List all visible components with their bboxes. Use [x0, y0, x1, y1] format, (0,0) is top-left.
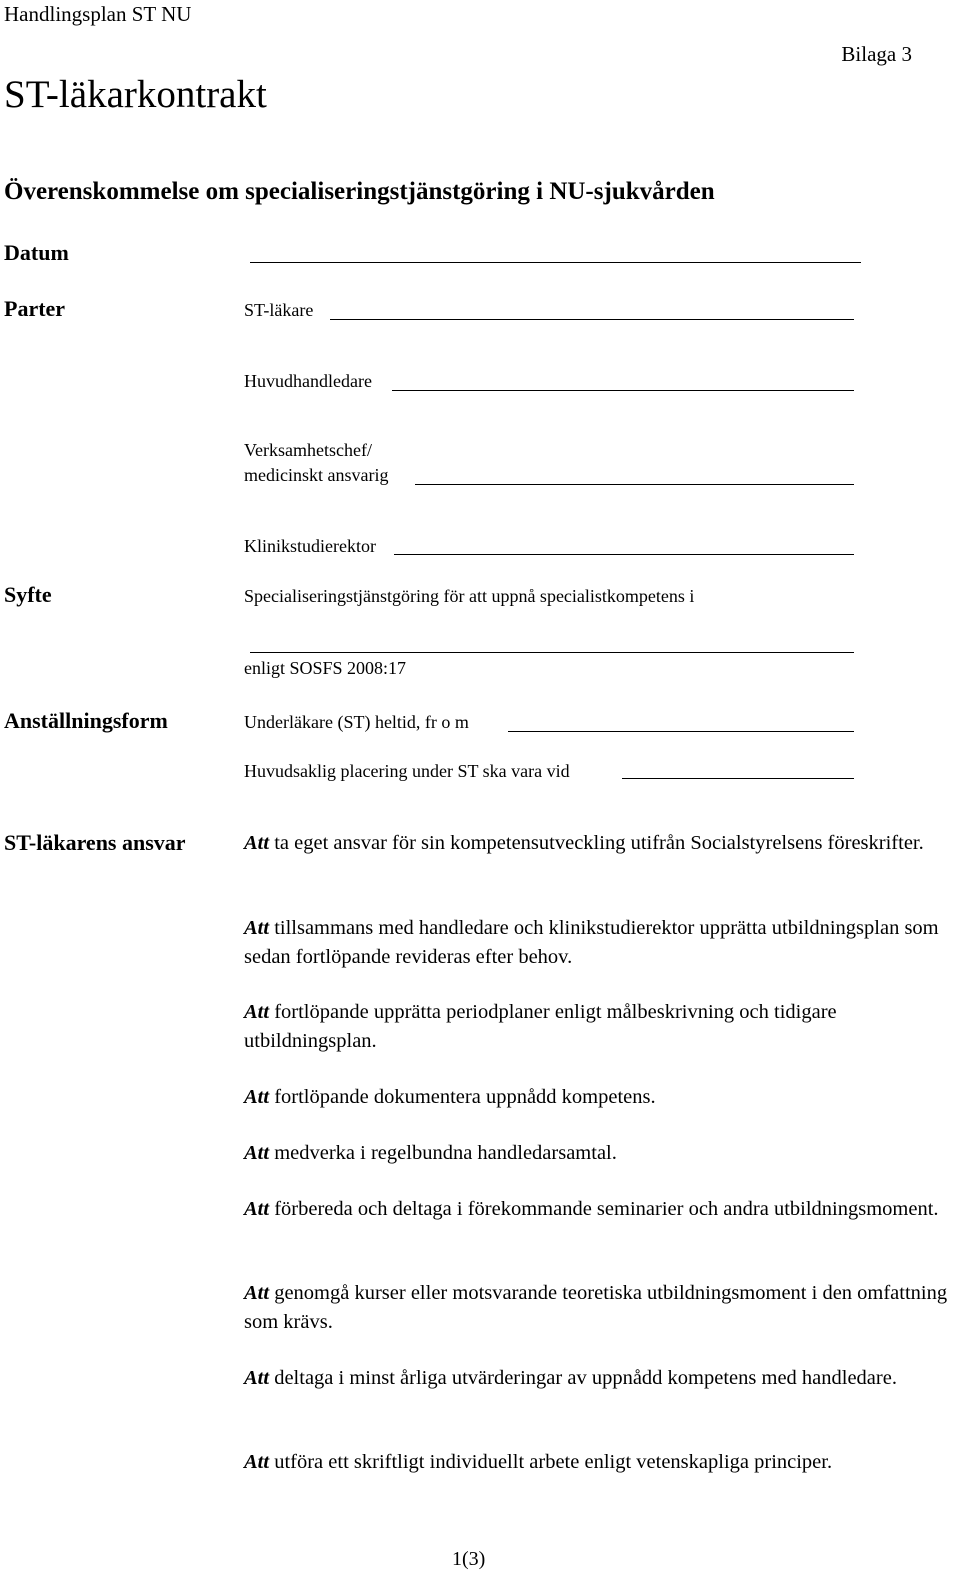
ansvar-item: Att ta eget ansvar för sin kompetensutveckling utifrån Socialstyrelsens föreskrifter. [244, 832, 924, 854]
klinikstudierektor-label: Klinikstudierektor [244, 536, 376, 556]
page-number: 1(3) [452, 1548, 486, 1570]
syfte-text-line2: enligt SOSFS 2008:17 [244, 658, 407, 678]
attachment-label: Bilaga 3 [841, 42, 912, 66]
verksamhetschef-label-line1: Verksamhetschef/ [244, 440, 372, 460]
verksamhetschef-field-line[interactable] [415, 484, 854, 485]
ansvar-item: Att förbereda och deltaga i förekommande seminarier och andra utbildningsmoment. [244, 1198, 939, 1220]
page-title: ST-läkarkontrakt [4, 73, 267, 116]
start-date-field-line[interactable] [508, 731, 854, 732]
st-lakare-label: ST-läkare [244, 300, 314, 320]
ansvar-label: ST-läkarens ansvar [4, 830, 186, 855]
ansvar-item: Att deltaga i minst årliga utvärderingar av uppnådd kompetens med handledare. [244, 1367, 897, 1389]
huvudhandledare-label: Huvudhandledare [244, 371, 372, 391]
anstallningsform-text-line1: Underläkare (ST) heltid, fr o m [244, 712, 469, 732]
datum-label: Datum [4, 240, 69, 265]
placement-field-line[interactable] [622, 778, 854, 779]
specialty-field-line[interactable] [250, 652, 854, 653]
ansvar-item: Att utföra ett skriftligt individuellt arbete enligt vetenskapliga principer. [244, 1451, 833, 1473]
parter-label: Parter [4, 296, 66, 321]
huvudhandledare-field-line[interactable] [392, 390, 854, 391]
ansvar-item: Att medverka i regelbundna handledarsamtal. [244, 1142, 617, 1164]
page-subtitle: Överenskommelse om specialiseringstjänstgöring i NU-sjukvården [4, 178, 715, 205]
ansvar-item: Att fortlöpande upprätta periodplaner enligt målbeskrivning och tidigare utbildningsplan. [244, 1001, 837, 1052]
verksamhetschef-label-line2: medicinskt ansvarig [244, 465, 389, 485]
syfte-label: Syfte [4, 582, 52, 607]
ansvar-item: Att fortlöpande dokumentera uppnådd kompetens. [244, 1086, 656, 1108]
document-header: Handlingsplan ST NU [4, 2, 192, 26]
ansvar-item: Att genomgå kurser eller motsvarande teoretiska utbildningsmoment i den omfattning som krävs. [244, 1282, 948, 1333]
anstallningsform-label: Anställningsform [4, 708, 168, 733]
syfte-text-line1: Specialiseringstjänstgöring för att uppnå specialistkompetens i [244, 586, 695, 606]
anstallningsform-text-line2: Huvudsaklig placering under ST ska vara vid [244, 761, 570, 781]
klinikstudierektor-field-line[interactable] [394, 554, 854, 555]
st-lakare-field-line[interactable] [330, 319, 854, 320]
ansvar-item: Att tillsammans med handledare och klinikstudierektor upprätta utbildningsplan som sedan fortlöpande revideras efter behov. [244, 917, 939, 968]
datum-field-line[interactable] [250, 262, 861, 263]
